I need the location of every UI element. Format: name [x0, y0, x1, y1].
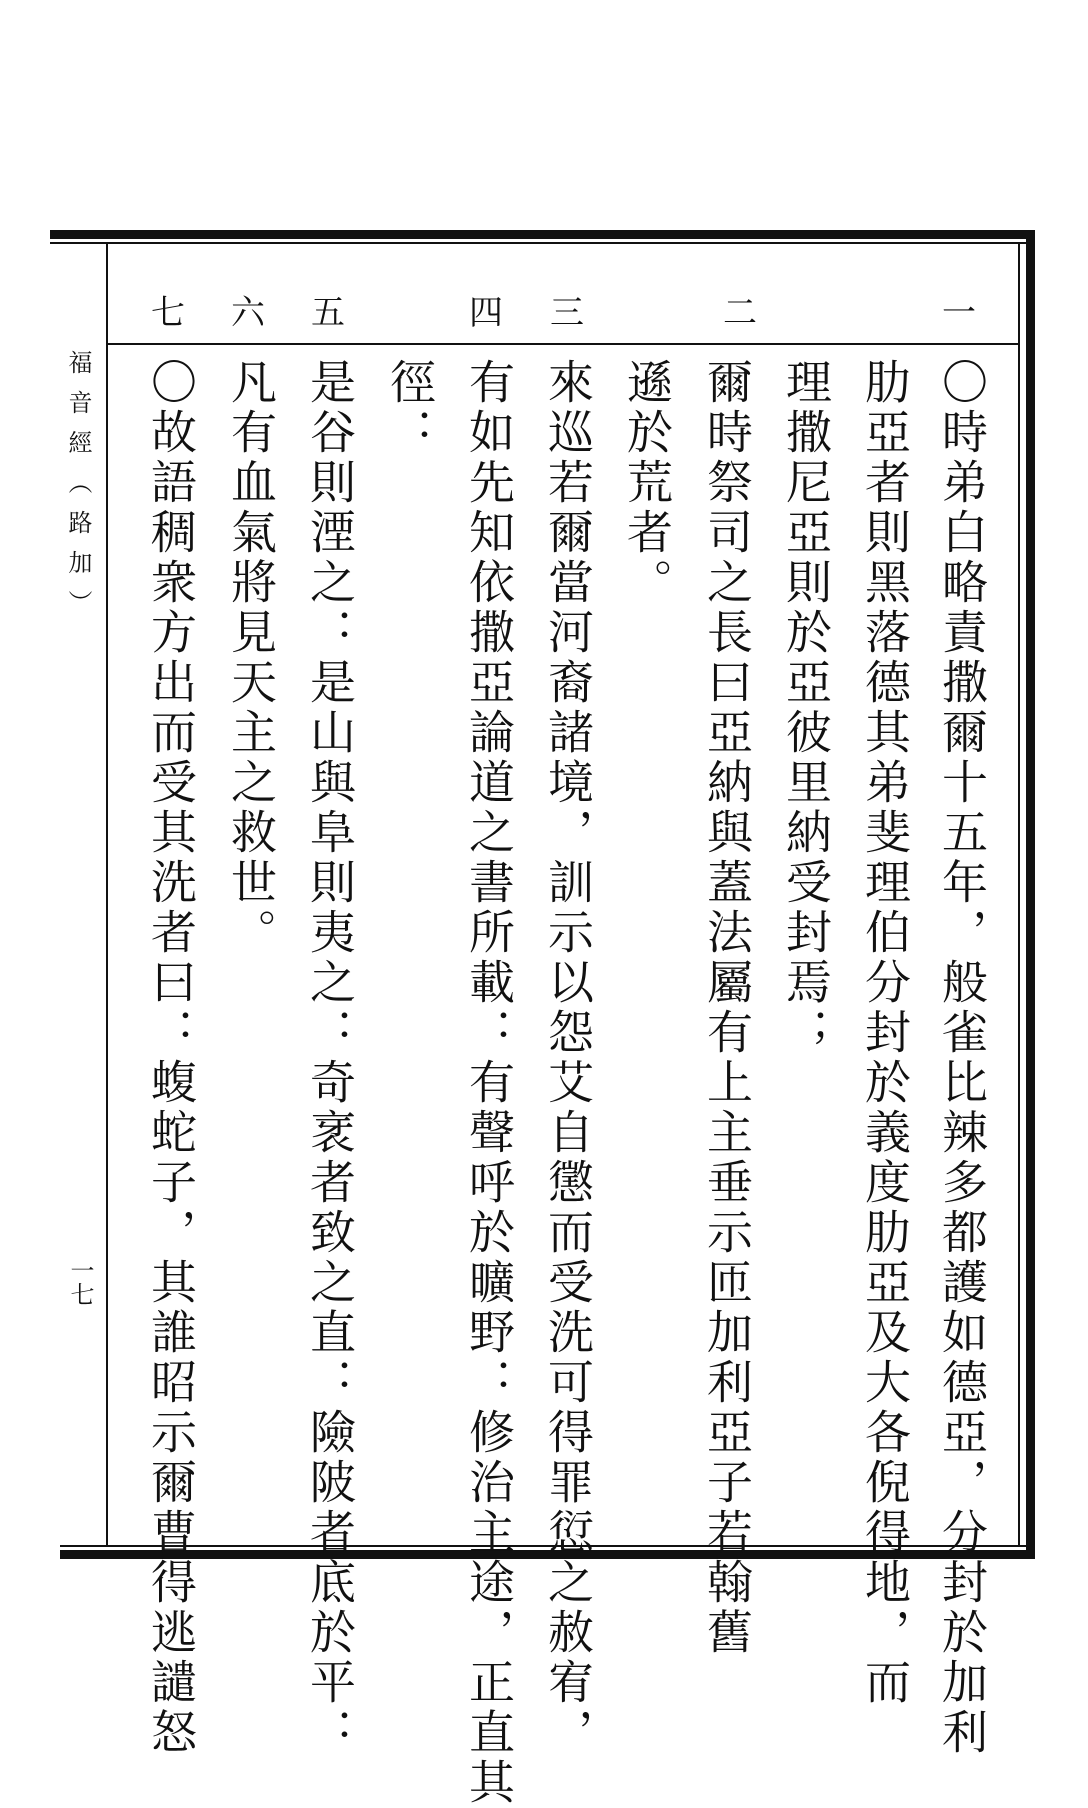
verse-number-2: 二	[723, 293, 757, 333]
top-border-thick	[50, 230, 1035, 239]
text-column-7: 有如先知依撒亞論道之書所載：有聲呼於曠野：修治主途，正直其	[462, 358, 516, 1808]
text-column-8: 徑：	[383, 358, 437, 458]
verse-number-1: 一	[942, 293, 976, 333]
verse-number-divider	[108, 343, 1018, 345]
text-column-1: 〇時弟白略責撒爾十五年，般雀比辣多都護如德亞，分封於加利	[935, 358, 989, 1758]
left-inner-border	[106, 244, 108, 1545]
verse-number-7: 七	[151, 293, 185, 333]
right-border-thin	[1018, 244, 1020, 1545]
right-border-thick	[1026, 230, 1035, 1559]
text-column-6: 來巡若爾當河裔諸境，訓示以怨艾自懲而受洗可得罪愆之赦宥，	[541, 358, 595, 1758]
verse-number-5: 五	[311, 293, 345, 333]
verse-number-6: 六	[231, 293, 265, 333]
text-column-5: 遜於荒者。	[620, 358, 674, 608]
text-column-3: 理撒尼亞則於亞彼里納受封焉；	[779, 358, 833, 1058]
text-column-10: 凡有血氣將見天主之救世。	[224, 358, 278, 958]
page-number: 一七	[66, 1258, 94, 1306]
text-column-11: 〇故語稠衆方出而受其洗者曰：蝮蛇子，其誰昭示爾曹得逃譴怒	[144, 358, 198, 1758]
text-column-9: 是谷則湮之：是山與阜則夷之：奇衺者致之直：險陂者底於平：	[303, 358, 357, 1758]
text-column-2: 肋亞者則黑落德其弟斐理伯分封於義度肋亞及大各倪得地，而	[858, 358, 912, 1708]
book-title: 福音經（路加）	[64, 350, 92, 630]
text-column-4: 爾時祭司之長曰亞納與蓋法屬有上主垂示匝加利亞子若翰舊	[700, 358, 754, 1658]
verse-number-3: 三	[550, 293, 584, 333]
verse-number-4: 四	[469, 293, 503, 333]
top-border-thin	[50, 242, 1035, 244]
